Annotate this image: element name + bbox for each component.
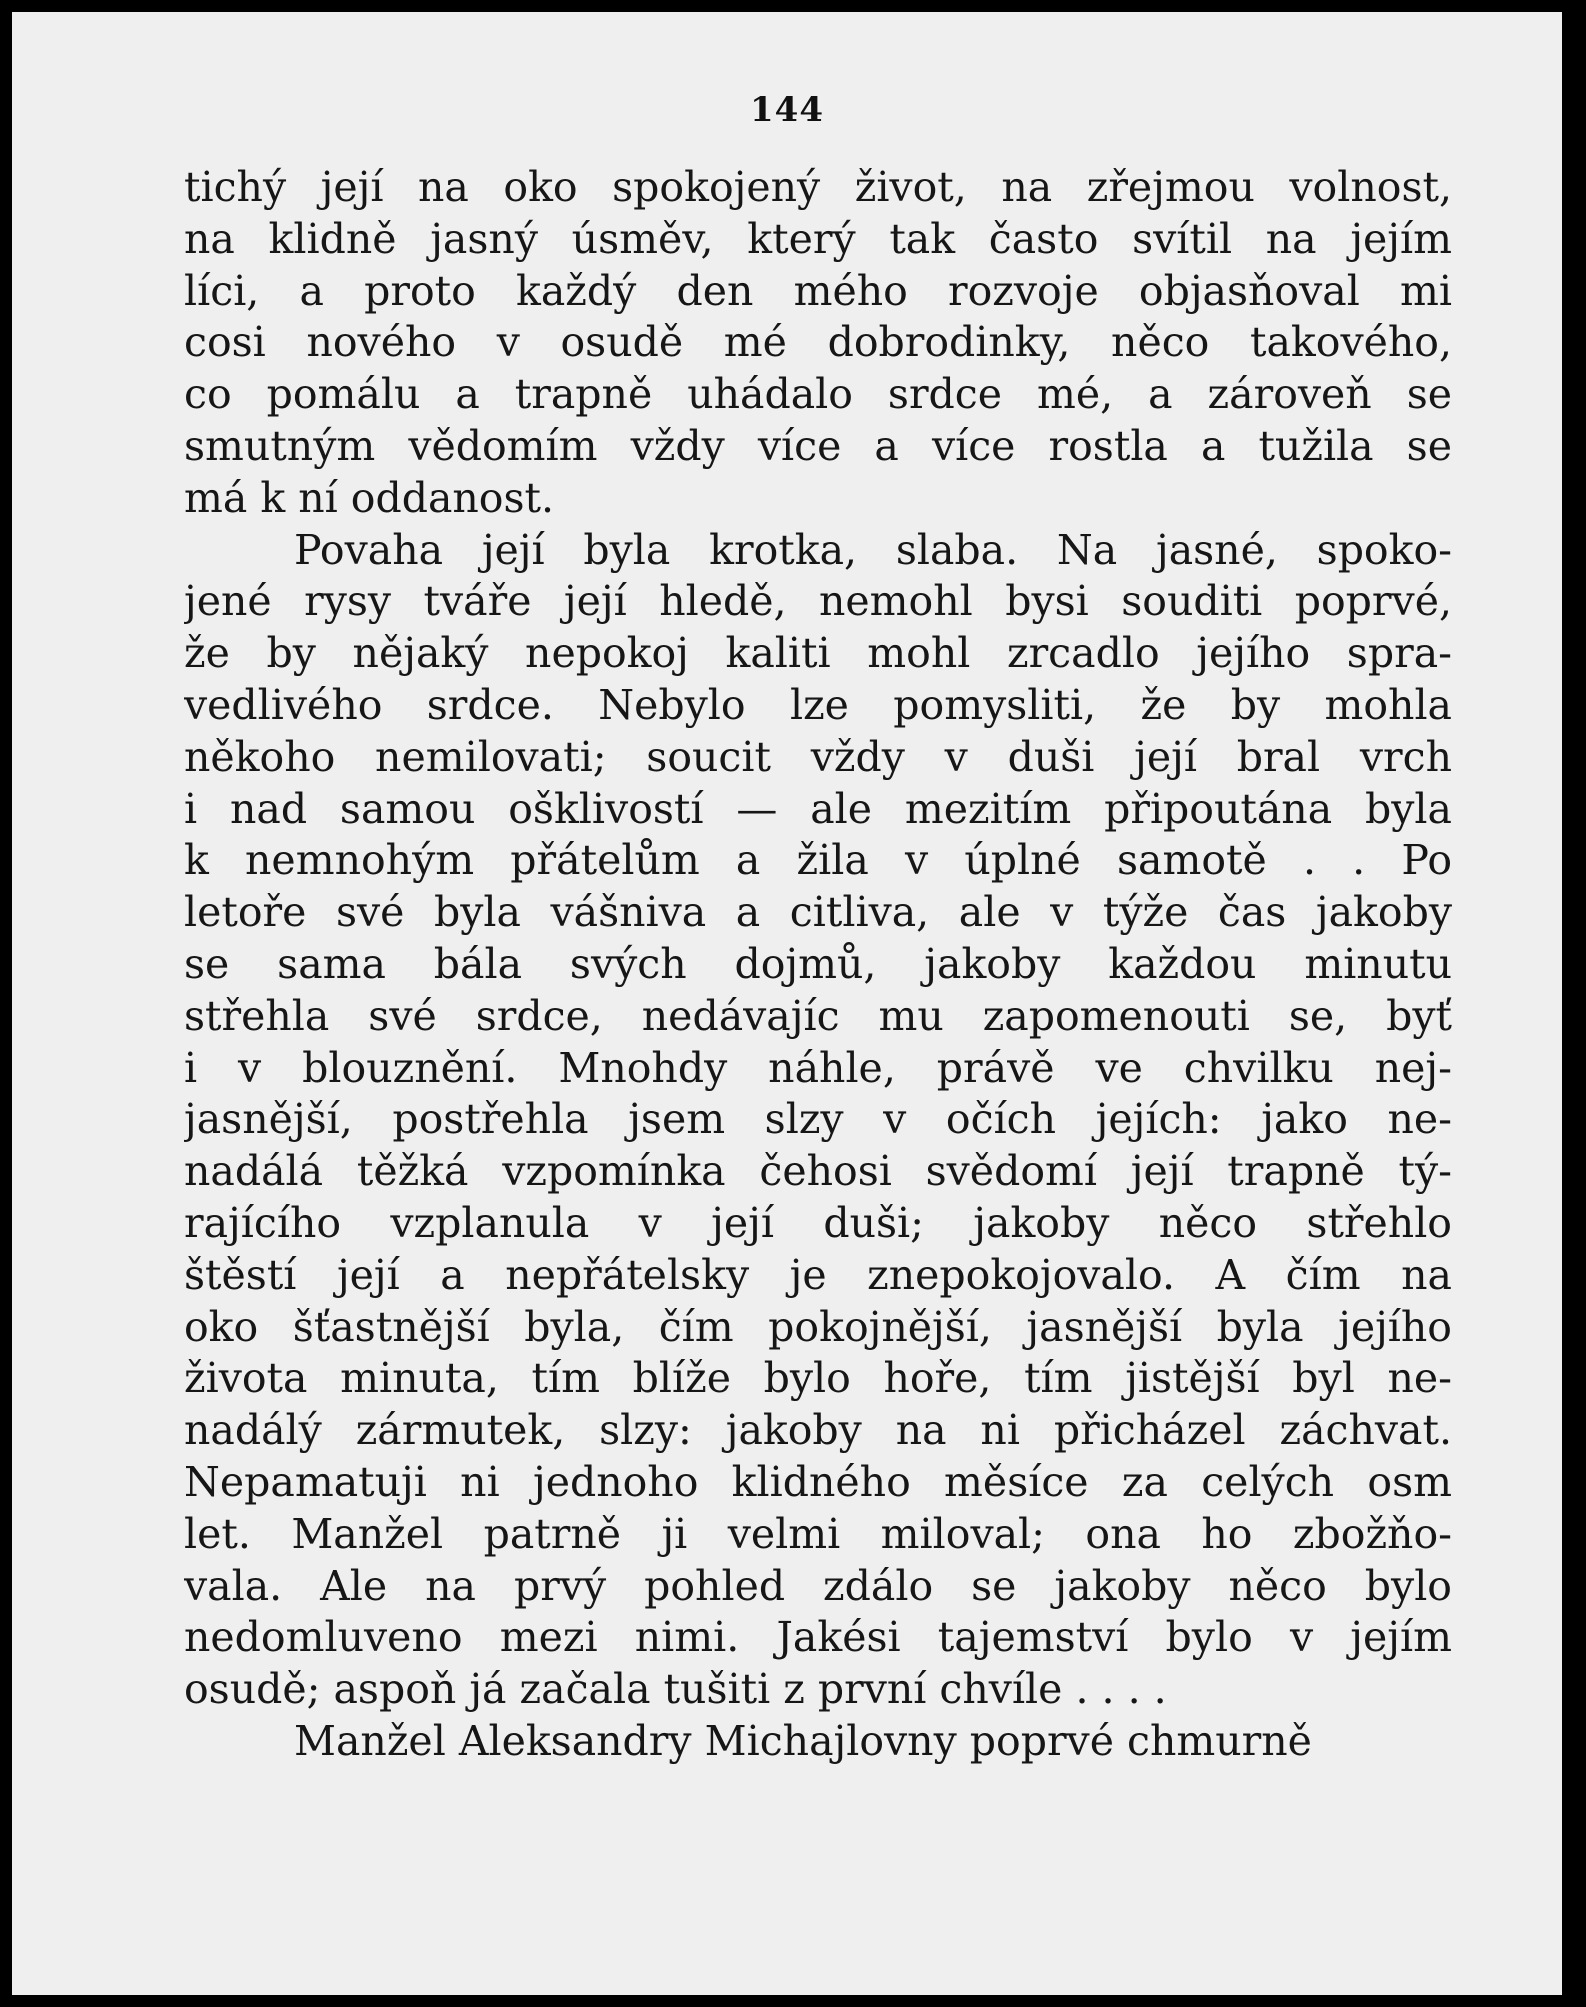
text-line: rajícího vzplanula v její duši; jakoby něco střehlo bbox=[184, 1198, 1452, 1247]
text-line: štěstí její a nepřátelsky je znepokojovalo. A čím na bbox=[184, 1250, 1452, 1299]
text-line: letoře své byla vášniva a citliva, ale v týže čas jakoby bbox=[184, 888, 1452, 937]
text-line: Povaha její byla krotka, slaba. Na jasné, spoko- bbox=[294, 525, 1452, 574]
text-line: nedomluveno mezi nimi. Jakési tajemství bylo v jejím bbox=[184, 1613, 1452, 1662]
text-line: Nepamatuji ni jednoho klidného měsíce za celých osm bbox=[184, 1457, 1452, 1506]
text-line: co pomálu a trapně uhádalo srdce mé, a zároveň se bbox=[184, 370, 1452, 419]
text-line: života minuta, tím blíže bylo hoře, tím jistější byl ne- bbox=[184, 1354, 1452, 1403]
text-line: nadálá těžká vzpomínka čehosi svědomí její trapně tý- bbox=[184, 1147, 1452, 1196]
text-line: i nad samou ošklivostí — ale mezitím připoutána byla bbox=[184, 784, 1452, 833]
text-line: má k ní oddanost. bbox=[184, 473, 555, 522]
text-line: se sama bála svých dojmů, jakoby každou minutu bbox=[184, 939, 1452, 988]
text-line: že by nějaký nepokoj kaliti mohl zrcadlo jejího spra- bbox=[184, 629, 1452, 678]
text-line: jasnější, postřehla jsem slzy v očích jejích: jako ne- bbox=[184, 1095, 1452, 1144]
text-line: cosi nového v osudě mé dobrodinky, něco takového, bbox=[184, 318, 1452, 367]
text-line: líci, a proto každý den mého rozvoje objasňoval mi bbox=[184, 266, 1452, 315]
text-line: let. Manžel patrně ji velmi miloval; ona ho zbožňo- bbox=[184, 1509, 1452, 1558]
text-line: jené rysy tváře její hledě, nemohl bysi souditi poprvé, bbox=[184, 577, 1452, 626]
text-line: smutným vědomím vždy více a více rostla a tužila se bbox=[184, 421, 1452, 470]
text-line: vala. Ale na prvý pohled zdálo se jakoby něco bylo bbox=[184, 1561, 1452, 1610]
text-line: vedlivého srdce. Nebylo lze pomysliti, že by mohla bbox=[184, 680, 1452, 729]
book-page bbox=[12, 12, 1562, 1995]
text-line: k nemnohým přátelům a žila v úplné samotě . . Po bbox=[184, 836, 1452, 885]
text-line: na klidně jasný úsměv, který tak často svítil na jejím bbox=[184, 214, 1452, 263]
text-line: osudě; aspoň já začala tušiti z první chvíle . . . . bbox=[184, 1665, 1167, 1714]
text-line: střehla své srdce, nedávajíc mu zapomenouti se, byť bbox=[184, 991, 1452, 1040]
text-line: tichý její na oko spokojený život, na zřejmou volnost, bbox=[184, 163, 1452, 211]
text-line: i v blouznění. Mnohdy náhle, právě ve chvilku nej- bbox=[184, 1043, 1452, 1092]
page-number: 144 bbox=[750, 90, 824, 130]
text-line: nadálý zármutek, slzy: jakoby na ni přicházel záchvat. bbox=[184, 1406, 1452, 1455]
text-line: někoho nemilovati; soucit vždy v duši její bral vrch bbox=[184, 732, 1452, 781]
text-line: oko šťastnější byla, čím pokojnější, jasnější byla jejího bbox=[184, 1302, 1452, 1351]
text-line: Manžel Aleksandry Michajlovny poprvé chmurně bbox=[294, 1716, 1312, 1765]
body-text bbox=[184, 162, 1452, 1768]
